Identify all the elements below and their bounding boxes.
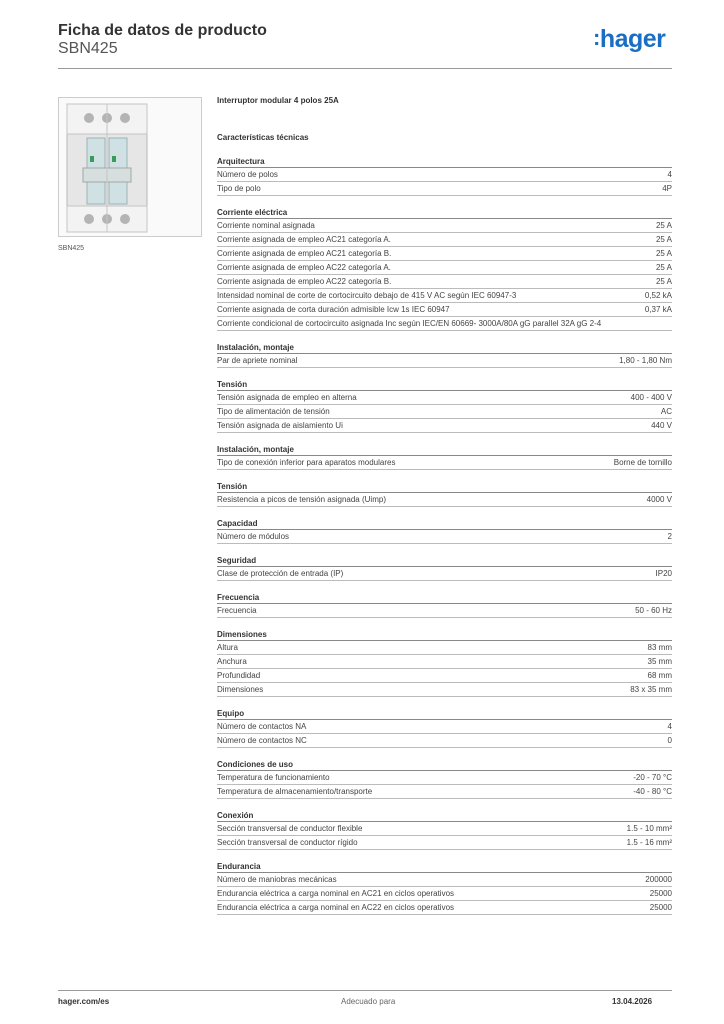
spec-row [217, 873, 672, 887]
spec-row [217, 836, 672, 850]
section-title: Seguridad [217, 555, 672, 567]
spec-label: Tipo de alimentación de tensión [217, 407, 330, 416]
spec-value: 4 [667, 170, 672, 179]
spec-section [217, 342, 672, 368]
spec-value: 25 A [655, 221, 672, 230]
spec-value: 1.5 - 16 mm² [626, 838, 672, 847]
spec-section [217, 759, 672, 799]
switch-device-icon [59, 98, 201, 236]
spec-label: Resistencia a picos de tensión asignada (Uimp) [217, 495, 386, 504]
spec-row [217, 168, 672, 182]
spec-row [217, 261, 672, 275]
section-title: Arquitectura [217, 156, 672, 168]
page-title: Ficha de datos de producto [58, 22, 267, 39]
spec-value: 25 A [655, 235, 672, 244]
spec-row [217, 567, 672, 581]
section-title: Tensión [217, 481, 672, 493]
spec-row [217, 493, 672, 507]
spec-row [217, 275, 672, 289]
spec-row [217, 456, 672, 470]
spec-label: Temperatura de funcionamiento [217, 773, 330, 782]
footer-website: hager.com/es [58, 997, 110, 1006]
logo-text: hager [599, 25, 666, 53]
spec-value: 35 mm [647, 657, 672, 666]
header-divider [58, 68, 672, 69]
spec-row [217, 303, 672, 317]
section-title: Corriente eléctrica [217, 207, 672, 219]
image-caption: SBN425 [58, 245, 85, 252]
spec-row [217, 289, 672, 303]
spec-row [217, 734, 672, 748]
spec-label: Tensión asignada de aislamiento Ui [217, 421, 343, 430]
spec-value: 4000 V [646, 495, 672, 504]
spec-label: Temperatura de almacenamiento/transporte [217, 787, 373, 796]
section-title: Frecuencia [217, 592, 672, 604]
section-title: Dimensiones [217, 629, 672, 641]
spec-row [217, 604, 672, 618]
section-title: Instalación, montaje [217, 444, 672, 456]
spec-label: Corriente asignada de empleo AC21 categoría A. [217, 235, 391, 244]
spec-value: 0 [667, 736, 672, 745]
spec-row [217, 641, 672, 655]
spec-section [217, 156, 672, 196]
spec-row [217, 219, 672, 233]
spec-row [217, 405, 672, 419]
technical-characteristics-title: Características técnicas [217, 133, 309, 142]
spec-value: IP20 [655, 569, 672, 578]
spec-value: Borne de tornillo [613, 458, 672, 467]
spec-label: Número de polos [217, 170, 278, 179]
spec-sections [217, 156, 672, 915]
spec-row [217, 317, 672, 331]
spec-row [217, 233, 672, 247]
spec-value: 4 [667, 722, 672, 731]
section-title: Tensión [217, 379, 672, 391]
section-title: Endurancia [217, 861, 672, 873]
spec-label: Tipo de polo [217, 184, 261, 193]
datasheet-content [217, 96, 672, 926]
spec-label: Frecuencia [217, 606, 257, 615]
spec-row [217, 354, 672, 368]
spec-value: -20 - 70 °C [633, 773, 672, 782]
spec-section [217, 444, 672, 470]
spec-section [217, 592, 672, 618]
spec-label: Intensidad nominal de corte de cortocircuito debajo de 415 V AC según IEC 60947-3 [217, 291, 517, 300]
spec-label: Anchura [217, 657, 247, 666]
spec-label: Profundidad [217, 671, 261, 680]
spec-value: 1,80 - 1,80 Nm [619, 356, 672, 365]
spec-row [217, 822, 672, 836]
spec-label: Par de apriete nominal [217, 356, 298, 365]
spec-value: 25 A [655, 249, 672, 258]
product-name: Interruptor modular 4 polos 25A [217, 96, 339, 105]
footer-divider [58, 990, 672, 991]
spec-value: 25000 [649, 903, 672, 912]
spec-label: Endurancia eléctrica a carga nominal en AC22 en ciclos operativos [217, 903, 455, 912]
spec-row [217, 771, 672, 785]
spec-section [217, 481, 672, 507]
spec-row [217, 683, 672, 697]
spec-row [217, 247, 672, 261]
spec-value: 25 A [655, 263, 672, 272]
spec-section [217, 379, 672, 433]
section-title: Condiciones de uso [217, 759, 672, 771]
spec-label: Número de contactos NC [217, 736, 307, 745]
spec-label: Número de contactos NA [217, 722, 307, 731]
spec-value: 68 mm [647, 671, 672, 680]
product-image [58, 97, 202, 237]
spec-label: Tensión asignada de empleo en alterna [217, 393, 357, 402]
spec-label: Corriente condicional de cortocircuito asignada Inc según IEC/EN 60669- 3000A/80A gG parallel 32A gG 2-4 [217, 319, 602, 328]
spec-label: Número de módulos [217, 532, 290, 541]
spec-row [217, 419, 672, 433]
section-title: Conexión [217, 810, 672, 822]
spec-section [217, 518, 672, 544]
spec-label: Corriente asignada de corta duración admisible Icw 1s IEC 60947 [217, 305, 450, 314]
spec-label: Altura [217, 643, 238, 652]
spec-label: Corriente asignada de empleo AC21 categoría B. [217, 249, 392, 258]
spec-row [217, 720, 672, 734]
section-title: Capacidad [217, 518, 672, 530]
spec-value: 4P [662, 184, 672, 193]
footer-suitable-for: Adecuado para [341, 997, 396, 1006]
logo-dots-icon: : [593, 25, 600, 50]
spec-row [217, 785, 672, 799]
spec-section [217, 861, 672, 915]
spec-row [217, 901, 672, 915]
spec-section [217, 629, 672, 697]
spec-value: 25000 [649, 889, 672, 898]
spec-value: 440 V [651, 421, 672, 430]
section-title: Instalación, montaje [217, 342, 672, 354]
spec-value: 83 mm [647, 643, 672, 652]
spec-row [217, 391, 672, 405]
spec-value: 83 x 35 mm [630, 685, 672, 694]
section-title: Equipo [217, 708, 672, 720]
spec-label: Corriente asignada de empleo AC22 categoría A. [217, 263, 391, 272]
spec-value: 2 [667, 532, 672, 541]
footer-date: 13.04.2026 [612, 997, 653, 1006]
spec-label: Número de maniobras mecánicas [217, 875, 337, 884]
spec-row [217, 530, 672, 544]
hager-logo [593, 25, 665, 54]
spec-label: Endurancia eléctrica a carga nominal en AC21 en ciclos operativos [217, 889, 455, 898]
spec-label: Corriente nominal asignada [217, 221, 315, 230]
spec-value: AC [660, 407, 672, 416]
spec-row [217, 669, 672, 683]
spec-section [217, 708, 672, 748]
spec-value: 0,37 kA [644, 305, 672, 314]
spec-section [217, 207, 672, 331]
spec-value: 400 - 400 V [630, 393, 672, 402]
spec-section [217, 555, 672, 581]
spec-value: -40 - 80 °C [633, 787, 672, 796]
spec-label: Dimensiones [217, 685, 264, 694]
spec-value: 1.5 - 10 mm² [626, 824, 672, 833]
spec-label: Tipo de conexión inferior para aparatos modulares [217, 458, 396, 467]
spec-label: Sección transversal de conductor flexible [217, 824, 363, 833]
spec-value: 200000 [645, 875, 672, 884]
spec-value: 0,52 kA [644, 291, 672, 300]
spec-value: 25 A [655, 277, 672, 286]
spec-value [666, 319, 672, 329]
spec-label: Corriente asignada de empleo AC22 categoría B. [217, 277, 392, 286]
spec-label: Clase de protección de entrada (IP) [217, 569, 344, 578]
spec-label: Sección transversal de conductor rígido [217, 838, 358, 847]
spec-value: 50 - 60 Hz [635, 606, 672, 615]
product-code: SBN425 [58, 40, 118, 57]
spec-row [217, 655, 672, 669]
spec-section [217, 810, 672, 850]
spec-row [217, 887, 672, 901]
spec-row [217, 182, 672, 196]
